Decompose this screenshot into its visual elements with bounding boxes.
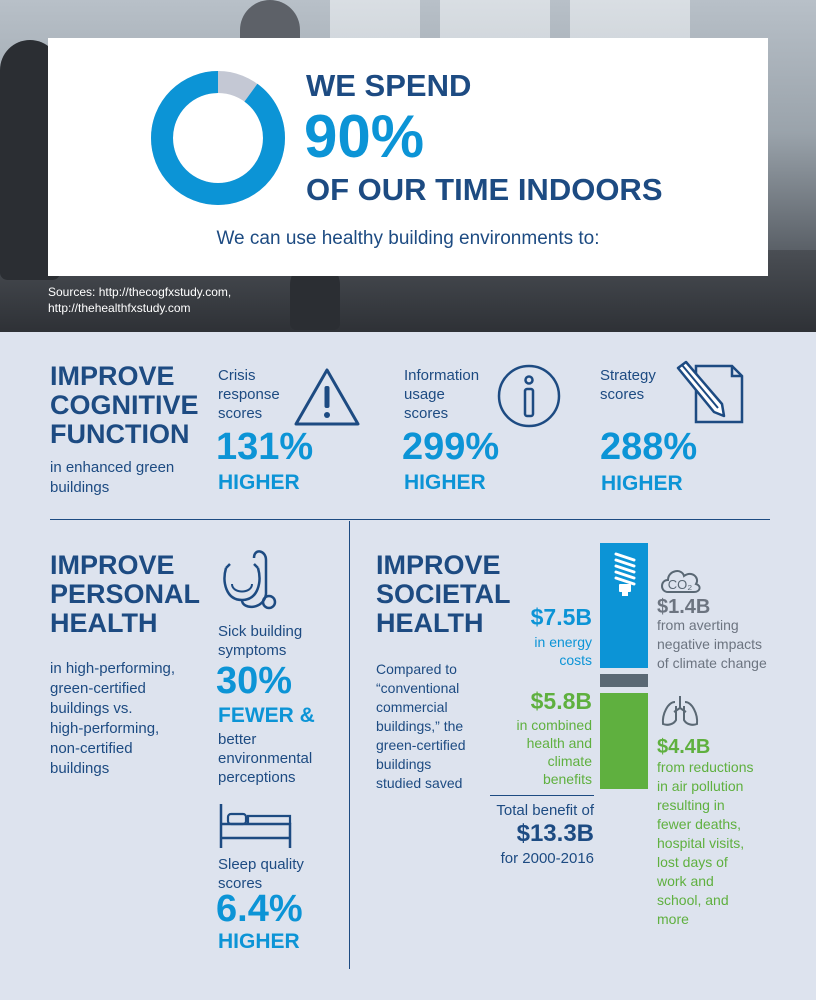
energy-desc: in energy costs <box>534 634 592 668</box>
source-1: Sources: http://thecogfxstudy.com, <box>48 285 232 299</box>
health-desc: in combined health and climate benefits <box>516 717 592 787</box>
intro-subtitle: We can use healthy building environments to: <box>216 228 600 249</box>
air-desc: from reductions in air pollution resulting in fewer deaths, hospital visits, lost days of work and school, and more <box>657 759 754 927</box>
stethoscope-icon <box>214 544 284 614</box>
information-label: Information usage scores <box>404 367 480 422</box>
co2-cloud-icon <box>658 560 702 596</box>
total-period: for 2000-2016 <box>500 850 594 867</box>
total-divider <box>490 795 594 796</box>
strategy-unit: HIGHER <box>601 472 683 495</box>
crisis-unit: HIGHER <box>218 471 300 494</box>
cognitive-note: in enhanced green buildings <box>50 459 175 496</box>
ninety-percent-donut <box>148 68 288 208</box>
intro-card <box>48 38 768 276</box>
sick-extra: better environmental perceptions <box>218 731 313 786</box>
co2-label: CO₂ <box>667 577 693 592</box>
sources-note <box>48 284 231 316</box>
health-value: $5.8B <box>530 688 592 714</box>
sleep-label: Sleep quality scores <box>218 856 304 892</box>
intro-heading-line2: OF OUR TIME INDOORS <box>306 172 663 207</box>
air-value: $4.4B <box>657 736 711 758</box>
document-pencil-icon <box>672 360 746 426</box>
sick-label: Sick building symptoms <box>218 623 303 659</box>
total-value: $13.3B <box>516 820 594 847</box>
societal-note: Compared to “conventional commercial buildings,” the green-certified buildings studied saved <box>376 661 466 791</box>
crisis-value: 131% <box>216 426 314 468</box>
information-unit: HIGHER <box>404 471 486 494</box>
intro-percent: 90% <box>304 103 425 170</box>
sick-unit: FEWER & <box>218 704 315 727</box>
strategy-value: 288% <box>600 426 698 468</box>
warning-icon <box>292 366 362 428</box>
energy-value: $7.5B <box>530 604 592 630</box>
climate-desc: from averting negative impacts of climate change <box>657 617 767 671</box>
climate-savings-bar <box>600 674 648 687</box>
sick-value: 30% <box>216 660 293 702</box>
information-value: 299% <box>402 426 500 468</box>
source-2: http://thehealthfxstudy.com <box>48 301 191 315</box>
sleep-unit: HIGHER <box>218 930 300 953</box>
column-divider <box>349 521 350 969</box>
section-divider <box>50 519 770 520</box>
lungs-icon <box>660 694 700 728</box>
health-savings-bar <box>600 693 648 789</box>
crisis-label: Crisis response scores <box>218 367 280 422</box>
societal-title: IMPROVE SOCIETAL HEALTH <box>376 550 511 638</box>
strategy-label: Strategy scores <box>600 367 656 403</box>
sleep-value: 6.4% <box>216 888 303 930</box>
intro-heading-line1: WE SPEND <box>306 68 472 103</box>
personal-note: in high-performing, green-certified buildings vs. high-performing, non-certified buildings <box>50 660 176 777</box>
bed-icon <box>218 802 294 850</box>
cognitive-title: IMPROVE COGNITIVE FUNCTION <box>50 361 199 449</box>
climate-value: $1.4B <box>657 596 711 618</box>
personal-title: IMPROVE PERSONAL HEALTH <box>50 550 201 638</box>
total-label: Total benefit of <box>496 802 594 819</box>
lightbulb-icon <box>610 550 640 600</box>
info-icon <box>494 362 564 430</box>
